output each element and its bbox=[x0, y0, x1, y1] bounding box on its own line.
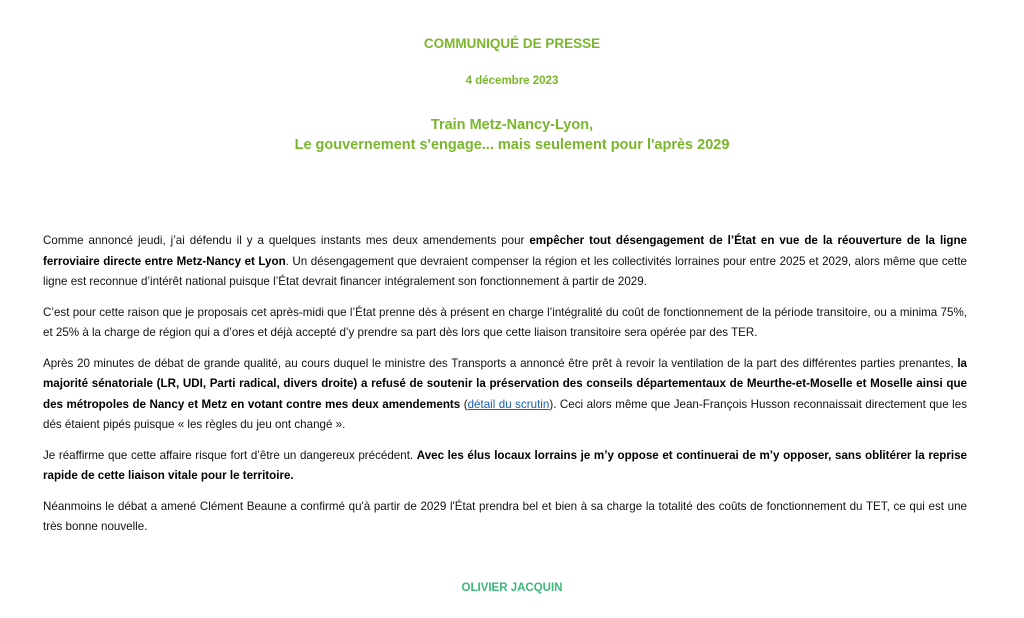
paragraph-3-text-b: ( bbox=[460, 397, 468, 411]
paragraph-3-bold: la majorité sénatoriale (LR, UDI, Parti radical, divers droite) a refusé de soutenir la préservation des conseils départementaux de Meurthe-et-Moselle et Moselle ainsi que des métropoles de Nancy et Metz en votant contre mes deux amendements bbox=[43, 356, 967, 411]
vote-detail-link[interactable]: détail du scrutin bbox=[467, 397, 550, 411]
press-release-title bbox=[0, 115, 1024, 155]
paragraph-1-text-b: . Un désengagement que devraient compenser la région et les collectivités lorraines pour entre 2025 et 2029, alors même que cette ligne est reconnue d’intérêt national puisque l’État devrait financer intégralement son fonctionnement à partir de 2029. bbox=[43, 254, 967, 288]
paragraph-2 bbox=[43, 303, 967, 344]
paragraph-2-text: C’est pour cette raison que je proposais cet après-midi que l’État prenne dès à présent en charge l’intégralité du coût de fonctionnement de la période transitoire, ou a minima 75%, et 25% à la charge de région qui a d’ores et déjà accepté d’y prendre sa part dès lors que cette liaison transitoire sera opérée par des TER. bbox=[43, 305, 967, 339]
release-date: 4 décembre 2023 bbox=[465, 75, 559, 87]
paragraph-1 bbox=[43, 231, 967, 293]
title-line-1: Train Metz-Nancy-Lyon, bbox=[430, 117, 594, 133]
paragraph-4 bbox=[43, 446, 967, 487]
paragraph-5 bbox=[43, 497, 967, 538]
paragraph-1-text-a: Comme annoncé jeudi, j’ai défendu il y a quelques instants mes deux amendements pour bbox=[43, 234, 530, 247]
paragraph-5-text: Néanmoins le débat a amené Clément Beaune a confirmé qu'à partir de 2029 l'État prendra bel et bien à sa charge la totalité des coûts de fonctionnement du TET, ce qui est une très bonne nouvelle. bbox=[43, 499, 967, 533]
paragraph-4-bold: Avec les élus locaux lorrains je m’y oppose et continuerai de m’y opposer, sans oblitérer la reprise rapide de cette liaison vitale pour le territoire. bbox=[43, 448, 967, 482]
paragraph-1-bold: empêcher tout désengagement de l’État en vue de la réouverture de la ligne ferroviaire directe entre Metz-Nancy et Lyon bbox=[43, 234, 967, 268]
paragraph-4-text: Je réaffirme que cette affaire risque fort d’être un dangereux précédent. bbox=[43, 448, 417, 462]
body-text bbox=[43, 231, 967, 548]
signature: OLIVIER JACQUIN bbox=[461, 582, 563, 594]
paragraph-3-text-a: Après 20 minutes de débat de grande qualité, au cours duquel le ministre des Transports a annoncé être prêt à revoir la ventilation de la part des différentes parties prenantes, bbox=[43, 356, 958, 370]
press-release-kicker: COMMUNIQUÉ DE PRESSE bbox=[423, 36, 601, 51]
paragraph-3-text-c: ). Ceci alors même que Jean-François Husson reconnaissait directement que les dés étaient pipés puisque « les règles du jeu ont changé ». bbox=[43, 397, 967, 431]
title-line-2: Le gouvernement s'engage... mais seulement pour l'après 2029 bbox=[294, 137, 730, 153]
paragraph-3 bbox=[43, 354, 967, 436]
